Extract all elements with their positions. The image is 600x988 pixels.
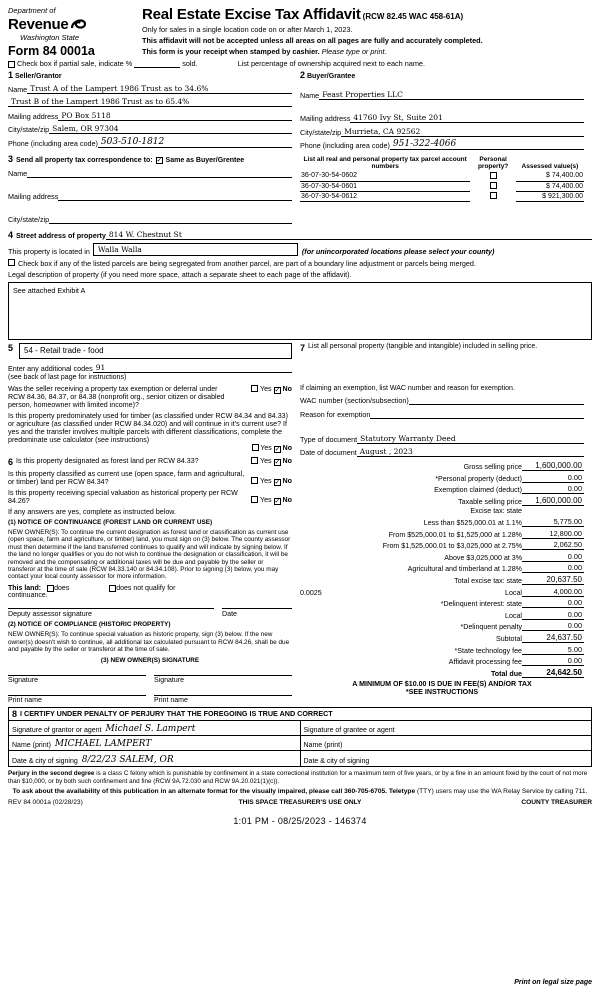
seller-name-2-value: Trust B of the Lampert 1986 Trust as to 65.4% [11, 97, 190, 106]
timber-ag-question: Is this property predominately used for timber (as classified under RCW 84.34 and 84.33) or agriculture (as classified under RCW 84.34.020) and will continue in it's current use? If yes and the transfer involves multiple parcels with different classifications, complete the predominate use calculator (see instructions) [8, 411, 288, 444]
parcel-table [300, 156, 584, 202]
tax-value-6[interactable]: 12,800.00 [522, 529, 584, 539]
wac-number-label: WAC number (section/subsection) [300, 396, 409, 405]
notice3-title: (3) NEW OWNER(S) SIGNATURE [100, 656, 200, 664]
exemption-no-label: No [282, 384, 292, 393]
timber-ag-yes-label: Yes [260, 444, 272, 452]
seller-name-1-value: Trust A of the Lampert 1986 Trust as to 34.6% [30, 83, 209, 93]
tax-value-15[interactable]: 24,637.50 [522, 633, 584, 643]
doc-date-input[interactable] [357, 446, 584, 457]
tax-label-13: Local [505, 611, 522, 620]
tax-label-3: Taxable selling price [458, 497, 522, 506]
this-land-label: This land: [8, 584, 42, 592]
grantor-sig-value[interactable]: Michael S. Lampert [105, 723, 196, 734]
grantor-name-value[interactable]: MICHAEL LAMPERT [54, 738, 152, 749]
seller-mailing-value: PO Box 5118 [61, 110, 111, 120]
legal-description-input[interactable] [8, 282, 592, 340]
personal-property-checkbox-3[interactable] [490, 192, 497, 199]
property-section [0, 224, 600, 340]
assessed-value-1[interactable]: $ 74,400.00 [516, 171, 584, 181]
tax-value-12[interactable]: 0.00 [522, 598, 584, 608]
certification-section [8, 707, 592, 767]
forest-land-yes-label: Yes [259, 456, 272, 465]
tax-label-5: Less than $525,000.01 at 1.1% [423, 518, 522, 527]
section5-number: 5 [8, 342, 14, 353]
tax-value-10[interactable]: 20,637.50 [522, 575, 584, 585]
section7-number: 7 [300, 342, 306, 353]
seller-phone-label: Phone (including area code) [8, 138, 98, 148]
seller-block [8, 70, 292, 150]
tax-label-18: Total due [490, 669, 522, 678]
land-does-label: does [54, 584, 70, 592]
partial-sale-label: Check box if partial sale, indicate % [17, 59, 133, 68]
seller-phone-input[interactable] [98, 137, 292, 148]
form-number: Form 84 0001a [8, 44, 95, 58]
agency-name: Revenue [8, 16, 69, 33]
grantee-signature-block [301, 721, 592, 766]
tax-label-8: Above $3,025,000 at 3% [444, 553, 522, 562]
correspondence-parcels-section [0, 150, 600, 224]
use-code-value: 54 - Retail trade - food [24, 345, 104, 355]
tax-value-14[interactable]: 0.00 [522, 621, 584, 631]
exemption-yes-label: Yes [259, 384, 272, 393]
partial-sale-sold-label: sold. [182, 59, 198, 68]
exemption-wac-label: If claiming an exemption, list WAC number and reason for exemption. [300, 384, 515, 392]
table-row [300, 171, 584, 181]
buyer-mailing-label: Mailing address [300, 114, 351, 123]
seller-heading: Seller/Grantor [14, 73, 62, 80]
tax-value-11[interactable]: 4,000.00 [522, 587, 584, 597]
notice2-body: NEW OWNER(S): To continue special valuation as historic property, sign (3) below. If the new owner(s) doesn't wish to continue, all additional tax calculated pursuant to RCW 84.26, shall be due and payable by the seller or transferor at the time of sale. [8, 631, 290, 654]
seller-number: 1 [8, 70, 14, 80]
current-use-question: Is this property classified as current use (open space, farm and agricultural, or timber) land per RCW 84.34? [8, 469, 245, 486]
form-footer [0, 796, 600, 806]
buyer-name-input[interactable] [319, 89, 584, 100]
historic-question: Is this property receiving special valuation as historical property per RCW 84.26? [8, 488, 238, 505]
segregated-label: Check box if any of the listed parcels are being segregated from another parcel, are part of a boundary line adjustment or parcels being merged. [18, 258, 476, 268]
revision-label: REV 84 0001a (02/28/23) [8, 799, 83, 807]
buyer-citystate-input[interactable] [341, 126, 584, 137]
tax-value-9[interactable]: 0.00 [522, 563, 584, 573]
tax-label-16: *State technology fee [454, 646, 522, 655]
department-label: Department of [8, 6, 56, 15]
revenue-logo-icon [70, 15, 88, 33]
partial-sale-percent-input[interactable] [134, 59, 180, 68]
buyer-mailing-input[interactable] [350, 112, 584, 123]
parcel-number-2[interactable]: 36-07-30-54-0601 [300, 181, 470, 191]
current-use-answer-group[interactable] [251, 477, 292, 486]
seller-name-label: Name [8, 84, 28, 94]
tax-label-10: Total excise tax: state [454, 576, 522, 585]
tax-label-14: *Delinquent penalty [460, 623, 522, 632]
notice1-title: (1) NOTICE OF CONTINUANCE (FOREST LAND OR CURRENT USE) [8, 518, 213, 526]
doc-date-label: Date of document [300, 448, 357, 457]
form-header [0, 0, 600, 58]
perjury-text: is a class C felony which is punishable by confinement in a state correctional institution for a maximum term of five years, or by a fine in an amount fixed by the court of not more than $10,000, or by both such confinement and fine (RCW 9A.72.030 and RCW 9A.20.021(1)(c)). [8, 769, 588, 785]
treasurer-space-label: THIS SPACE TREASURER'S USE ONLY [238, 799, 362, 807]
correspondence-number: 3 [8, 154, 14, 164]
grantor-date-value[interactable]: 8/22/23 SALEM, OR [81, 754, 174, 765]
local-rate-value[interactable]: 0.0025 [300, 588, 322, 597]
tax-value-18[interactable]: 24,642.50 [522, 668, 584, 678]
subtitle-3a: This form is your receipt when stamped by cashier. [142, 47, 320, 56]
tax-label-7: From $1,525,000.01 to $3,025,000 at 2.75% [382, 542, 522, 551]
same-as-buyer-checkbox[interactable] [156, 157, 163, 164]
perjury-bold: Perjury in the second degree [8, 769, 95, 777]
timber-ag-yes-checkbox[interactable] [252, 444, 259, 451]
parcel-number-3[interactable]: 36-07-30-54-0612 [300, 191, 470, 201]
buyer-citystate-value: Murrieta, CA 92562 [344, 126, 421, 136]
seller-mailing-label: Mailing address [8, 111, 59, 121]
buyer-number: 2 [300, 70, 306, 80]
see-instructions-note: *SEE INSTRUCTIONS [405, 687, 479, 696]
assessed-col-header: Assessed value(s) [521, 163, 579, 170]
exemption-answer-group[interactable] [240, 385, 292, 409]
land-does-qualify-checkbox[interactable] [47, 585, 54, 592]
buyer-citystate-label: City/state/zip [300, 127, 342, 137]
grantor-date-label: Date & city of signing [12, 757, 78, 765]
grantee-date-label: Date & city of signing [303, 757, 370, 765]
tax-value-2[interactable]: 0.00 [522, 484, 584, 494]
street-address-input[interactable] [106, 229, 592, 240]
segregated-checkbox[interactable] [8, 259, 15, 266]
buyer-name-label: Name [300, 91, 320, 100]
reason-exemption-label: Reason for exemption [300, 409, 371, 419]
doc-type-label: Type of document [300, 434, 358, 444]
located-in-input[interactable] [93, 243, 298, 256]
tax-label-4: Excise tax: state [470, 507, 522, 516]
tax-label-1: *Personal property (deduct) [435, 474, 522, 483]
grantor-signature-block [9, 721, 301, 766]
perjury-note [0, 767, 600, 785]
use-code-and-personal-property-section [0, 340, 600, 704]
grantee-sig-label: Signature of grantee or agent [303, 726, 395, 734]
subtitle-1: Only for sales in a single location code on or after March 1, 2023. [142, 25, 353, 34]
assessed-value-3[interactable]: $ 921,300.00 [516, 191, 584, 201]
buyer-block [300, 70, 584, 150]
section7-block [300, 343, 584, 704]
additional-codes-label: Enter any additional codes [8, 363, 93, 373]
legal-description-value: See attached Exhibit A [13, 285, 86, 295]
located-in-label: This property is located in [8, 246, 90, 256]
corr-citystate-label: City/state/zip [8, 214, 50, 224]
tax-value-16[interactable]: 5.00 [522, 645, 584, 655]
section5-block [8, 343, 292, 704]
forest-land-no-label: No [282, 456, 292, 465]
minimum-due-note: A MINIMUM OF $10.00 IS DUE IN FEE(S) AND/OR TAX [352, 679, 532, 688]
table-row [300, 181, 584, 191]
tax-label-12: *Delinquent interest: state [440, 600, 522, 609]
parties-section [0, 68, 600, 150]
title-rcw: (RCW 82.45 WAC 458-61A) [362, 12, 464, 21]
treasurer-stamp: 1:01 PM - 08/25/2023 - 146374 [233, 816, 367, 827]
grantee-name-label: Name (print) [303, 741, 343, 749]
state-label: Washington State [20, 33, 80, 42]
ownership-note: List percentage of ownership acquired next to each name. [237, 59, 426, 68]
timber-ag-no-checkbox[interactable] [274, 446, 281, 453]
tax-value-5[interactable]: 5,775.00 [522, 517, 584, 527]
parcel-rows [300, 171, 584, 201]
street-address-value: 814 W. Chestnut St [108, 229, 182, 239]
historic-yes-label: Yes [259, 495, 272, 504]
new-owner-signature-2-label[interactable]: Signature [154, 675, 292, 684]
forest-land-answer-group[interactable] [251, 457, 292, 466]
buyer-name-value: Feast Properties LLC [322, 90, 403, 99]
partial-sale-row [0, 58, 600, 68]
located-in-note: (for unincorporated locations please select your county) [301, 246, 495, 256]
current-use-yes-checkbox[interactable] [251, 477, 258, 484]
section6-number: 6 [8, 456, 14, 467]
buyer-phone-input[interactable] [390, 139, 584, 150]
tax-value-13[interactable]: 0.00 [522, 610, 584, 620]
historic-answer-group[interactable] [251, 496, 292, 505]
title-block [136, 6, 592, 56]
assessed-value-2[interactable]: $ 74,400.00 [516, 181, 584, 191]
grantor-name-label: Name (print) [12, 741, 51, 749]
legal-description-label: Legal description of property (if you need more space, attach a separate sheet to each page of the affidavit). [8, 269, 352, 279]
section6-block [8, 457, 292, 704]
accessibility-note [0, 785, 600, 796]
additional-codes-input[interactable] [93, 362, 292, 373]
seller-mailing-input[interactable] [58, 110, 292, 121]
personal-property-heading: List all personal property (tangible and intangible) included in selling price. [308, 342, 538, 350]
wac-number-input[interactable] [409, 394, 584, 405]
tax-value-1[interactable]: 0.00 [522, 473, 584, 483]
additional-codes-value: 91 [95, 362, 106, 372]
corr-name-input[interactable] [27, 167, 292, 178]
continuance-label: continuance. [8, 591, 48, 599]
forest-land-question: Is this property designated as forest land per RCW 84.33? [16, 456, 199, 465]
buyer-phone-value: 951-322-4066 [392, 139, 457, 149]
current-use-yes-label: Yes [259, 476, 272, 485]
agency-block [8, 6, 136, 58]
personal-col-header: Personal property? [477, 156, 509, 170]
tax-label-0: Gross selling price [463, 463, 522, 471]
seller-name-input-2[interactable] [8, 96, 292, 107]
personal-property-input[interactable] [300, 353, 584, 379]
section8-number: 8 [12, 708, 18, 719]
new-owner-print-2-label[interactable]: Print name [154, 695, 292, 704]
accessibility-text: (TTY) users may use the WA Relay Service by calling 711. [416, 788, 588, 796]
deputy-assessor-signature-label[interactable]: Deputy assessor signature [8, 608, 214, 618]
page-title: Real Estate Excise Tax Affidavit [142, 6, 361, 23]
historic-yes-checkbox[interactable] [251, 496, 258, 503]
tax-value-0[interactable]: 1,600,000.00 [522, 461, 584, 471]
table-row [300, 191, 584, 201]
notice1-body: NEW OWNER(S): To continue the current designation as forest land or classification as current use (open space, farm and agriculture, or timber) land, you must sign on (3) below. The county assessor must then determine if the land transferred continues to qualify and will indicate by signing below. If the land no longer qualifies or you do not wish to continue the designation or classification, it will be removed and the compensating or additional taxes will be due and payable by the seller or transferor at the time of sale (RCW 84.33.140 or 84.34.108). Prior to signing (3) below, you may contact your local county assessor for more information. [8, 528, 291, 581]
personal-property-checkbox-1[interactable] [490, 172, 497, 179]
forest-land-no-checkbox[interactable] [274, 459, 281, 466]
if-any-yes-note: If any answers are yes, complete as instructed below. [8, 507, 176, 516]
accessibility-bold: To ask about the availability of this publication in an alternate format for the visually impaired, please call 360-705-6705. Teletype [12, 788, 416, 796]
subtitle-2: This affidavit will not be accepted unless all areas on all pages are fully and accurately completed. [142, 36, 483, 45]
correspondence-block [8, 154, 292, 224]
buyer-heading: Buyer/Grantee [306, 73, 356, 80]
corr-mailing-input[interactable] [58, 190, 292, 201]
located-in-value: Walla Walla [97, 244, 142, 254]
buyer-phone-label: Phone (including area code) [300, 141, 390, 150]
partial-sale-checkbox[interactable] [8, 61, 15, 68]
parcel-table-block [300, 154, 584, 224]
tax-label-11: Local [505, 588, 522, 597]
historic-no-checkbox[interactable] [274, 498, 281, 505]
doc-type-value: Statutory Warranty Deed [360, 433, 456, 443]
doc-date-value: August , 2023 [359, 447, 413, 456]
seller-citystate-input[interactable] [49, 123, 292, 134]
tax-label-2: Exemption claimed (deduct) [434, 486, 522, 495]
seller-citystate-value: Salem, OR 97304 [52, 124, 119, 133]
current-use-no-label: No [282, 476, 292, 485]
buyer-mailing-value: 41760 Ivy St, Suite 201 [353, 113, 443, 122]
parcel-col-header: List all real and personal property tax parcel account numbers [303, 156, 467, 170]
print-legal-note: Print on legal size page [514, 979, 592, 986]
tax-label-17: Affidavit processing fee [448, 658, 522, 667]
subtitle-3b: Please type or print. [321, 47, 387, 56]
land-does-not-qualify-checkbox[interactable] [109, 585, 116, 592]
doc-type-input[interactable] [357, 433, 584, 444]
tax-value-17[interactable]: 0.00 [522, 656, 584, 666]
deputy-assessor-date-label[interactable]: Date [222, 608, 292, 618]
tax-label-6: From $525,000.01 to $1,525,000 at 1.28% [388, 530, 522, 539]
land-does-not-label: does not qualify for [116, 584, 176, 592]
corr-citystate-input[interactable] [49, 213, 292, 224]
corr-name-label: Name [8, 168, 28, 178]
section4-number: 4 [8, 229, 14, 240]
grantor-sig-label: Signature of grantor or agent [12, 726, 102, 734]
exemption-yes-checkbox[interactable] [251, 385, 258, 392]
notice2-title: (2) NOTICE OF COMPLIANCE (HISTORIC PROPERTY) [8, 620, 171, 628]
tax-label-15: Subtotal [495, 634, 522, 643]
tax-value-7[interactable]: 2,062.50 [522, 540, 584, 550]
personal-property-checkbox-2[interactable] [490, 182, 497, 189]
same-as-buyer-label: Same as Buyer/Grentee [165, 157, 245, 164]
use-code-input[interactable] [19, 343, 292, 359]
forest-land-yes-checkbox[interactable] [251, 457, 258, 464]
new-owner-print-1-label[interactable]: Print name [8, 695, 146, 704]
tax-value-3[interactable]: 1,600,000.00 [522, 496, 584, 506]
correspondence-heading: Send all property tax correspondence to: [16, 157, 153, 164]
tax-value-8[interactable]: 0.00 [522, 552, 584, 562]
parcel-number-1[interactable]: 36-07-30-54-0602 [300, 171, 470, 181]
timber-ag-no-label: No [282, 444, 292, 452]
exemption-question: Was the seller receiving a property tax exemption or deferral under RCW 84.36, 84.37, or 84.38 (nonprofit org., senior citizen or disabled person, homeowner with limited income)? [8, 384, 225, 409]
tax-label-9: Agricultural and timberland at 1.28% [407, 565, 522, 574]
seller-citystate-label: City/state/zip [8, 125, 50, 134]
new-owner-signature-1-label[interactable]: Signature [8, 675, 146, 684]
certification-heading: I CERTIFY UNDER PENALTY OF PERJURY THAT THE FOREGOING IS TRUE AND CORRECT [20, 708, 333, 718]
exemption-no-checkbox[interactable] [274, 387, 281, 394]
historic-no-label: No [282, 495, 292, 504]
additional-codes-note: (see back of last page for instructions) [8, 373, 127, 381]
street-address-label: Street address of property [16, 230, 106, 240]
seller-phone-value: 503-510-1812 [100, 136, 165, 147]
corr-mailing-label: Mailing address [8, 191, 59, 201]
seller-name-input-1[interactable] [27, 83, 292, 94]
current-use-no-checkbox[interactable] [274, 479, 281, 486]
county-treasurer-label: COUNTY TREASURER [521, 799, 592, 807]
reason-exemption-input[interactable] [370, 408, 584, 419]
tax-table [300, 461, 584, 696]
